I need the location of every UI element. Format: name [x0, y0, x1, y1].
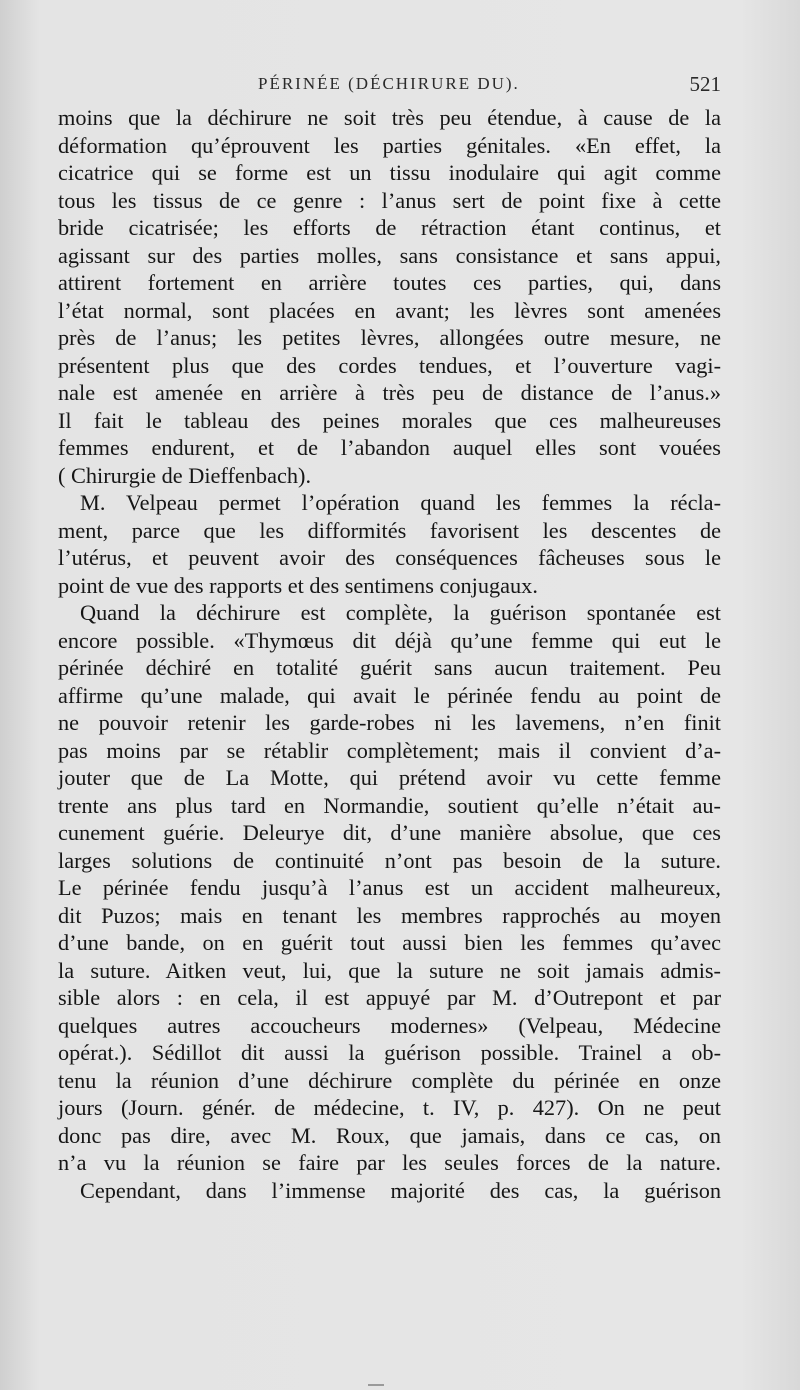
text-line: ment, parce que les difformités favorisent les descentes de [58, 517, 721, 543]
text-line: donc pas dire, avec M. Roux, que jamais, dans ce cas, on [58, 1122, 721, 1148]
text-line: point de vue des rapports et des sentimens conjugaux. [58, 572, 538, 598]
text-line: d’une bande, on en guérit tout aussi bien les femmes qu’avec [58, 930, 721, 955]
text-line: présentent plus que des cordes tendues, et l’ouverture vagi- [58, 352, 721, 378]
text-line: trente ans plus tard en Normandie, soutient qu’elle n’était au- [58, 792, 721, 818]
text-line: nale est amenée en arrière à très peu de distance de l’anus.» [58, 380, 721, 405]
text-line: dit Puzos; mais en tenant les membres rapprochés au moyen [58, 902, 721, 928]
text-line: quelques autres accoucheurs modernes» (Velpeau, Médecine [58, 1012, 721, 1038]
text-line: encore possible. «Thymœus dit déjà qu’une femme qui eut le [58, 627, 721, 653]
text-line: tenu la réunion d’une déchirure complète du périnée en onze [58, 1067, 721, 1093]
text-line: cunement guérie. Deleurye dit, d’une manière absolue, que ces [58, 820, 721, 845]
text-line: moins que la déchirure ne soit très peu étendue, à cause de la [58, 105, 721, 130]
page-number: 521 [689, 72, 721, 96]
page-header [58, 70, 721, 104]
printer-mark [368, 1384, 384, 1386]
text-line: larges solutions de continuité n’ont pas besoin de la suture. [58, 847, 721, 873]
body-text [58, 104, 721, 1204]
text-line: l’utérus, et peuvent avoir des conséquences fâcheuses sous le [58, 545, 721, 570]
text-line: jours (Journ. génér. de médecine, t. IV, p. 427). On ne peut [58, 1095, 721, 1120]
text-line: près de l’anus; les petites lèvres, allongées outre mesure, ne [58, 325, 721, 350]
text-line: Quand la déchirure est complète, la guérison spontanée est [80, 600, 721, 625]
text-line: agissant sur des parties molles, sans consistance et sans appui, [58, 242, 721, 268]
text-line: cicatrice qui se forme est un tissu inodulaire qui agit comme [58, 160, 721, 185]
text-line: M. Velpeau permet l’opération quand les femmes la récla- [80, 490, 721, 515]
text-line: affirme qu’une malade, qui avait le périnée fendu au point de [58, 682, 721, 708]
text-line: l’état normal, sont placées en avant; les lèvres sont amenées [58, 297, 721, 323]
text-line: Cependant, dans l’immense majorité des cas, la guérison [80, 1177, 721, 1203]
text-line: ne pouvoir retenir les garde-robes ni les lavemens, n’en finit [58, 710, 721, 735]
text-line: jouter que de La Motte, qui prétend avoir vu cette femme [58, 765, 721, 790]
running-head: PÉRINÉE (DÉCHIRURE DU). [258, 74, 520, 93]
text-line: sible alors : en cela, il est appuyé par M. d’Outrepont et par [58, 985, 721, 1010]
text-line: Le périnée fendu jusqu’à l’anus est un accident malheureux, [58, 875, 721, 900]
text-line: ( Chirurgie de Dieffenbach). [58, 462, 312, 488]
text-line: périnée déchiré en totalité guérit sans aucun traitement. Peu [58, 655, 721, 680]
text-line: la suture. Aitken veut, lui, que la suture ne soit jamais admis- [58, 957, 721, 983]
text-line: attirent fortement en arrière toutes ces parties, qui, dans [58, 270, 721, 295]
text-line: femmes endurent, et de l’abandon auquel elles sont vouées [58, 435, 721, 460]
text-line: Il fait le tableau des peines morales que ces malheureuses [58, 407, 721, 433]
text-line: n’a vu la réunion se faire par les seules forces de la nature. [58, 1150, 721, 1175]
text-line: bride cicatrisée; les efforts de rétraction étant continus, et [58, 215, 721, 240]
text-line: déformation qu’éprouvent les parties génitales. «En effet, la [58, 132, 721, 158]
text-line: pas moins par se rétablir complètement; mais il convient d’a- [58, 737, 721, 763]
text-line: tous les tissus de ce genre : l’anus sert de point fixe à cette [58, 187, 721, 213]
text-line: opérat.). Sédillot dit aussi la guérison possible. Trainel a ob- [58, 1040, 721, 1065]
